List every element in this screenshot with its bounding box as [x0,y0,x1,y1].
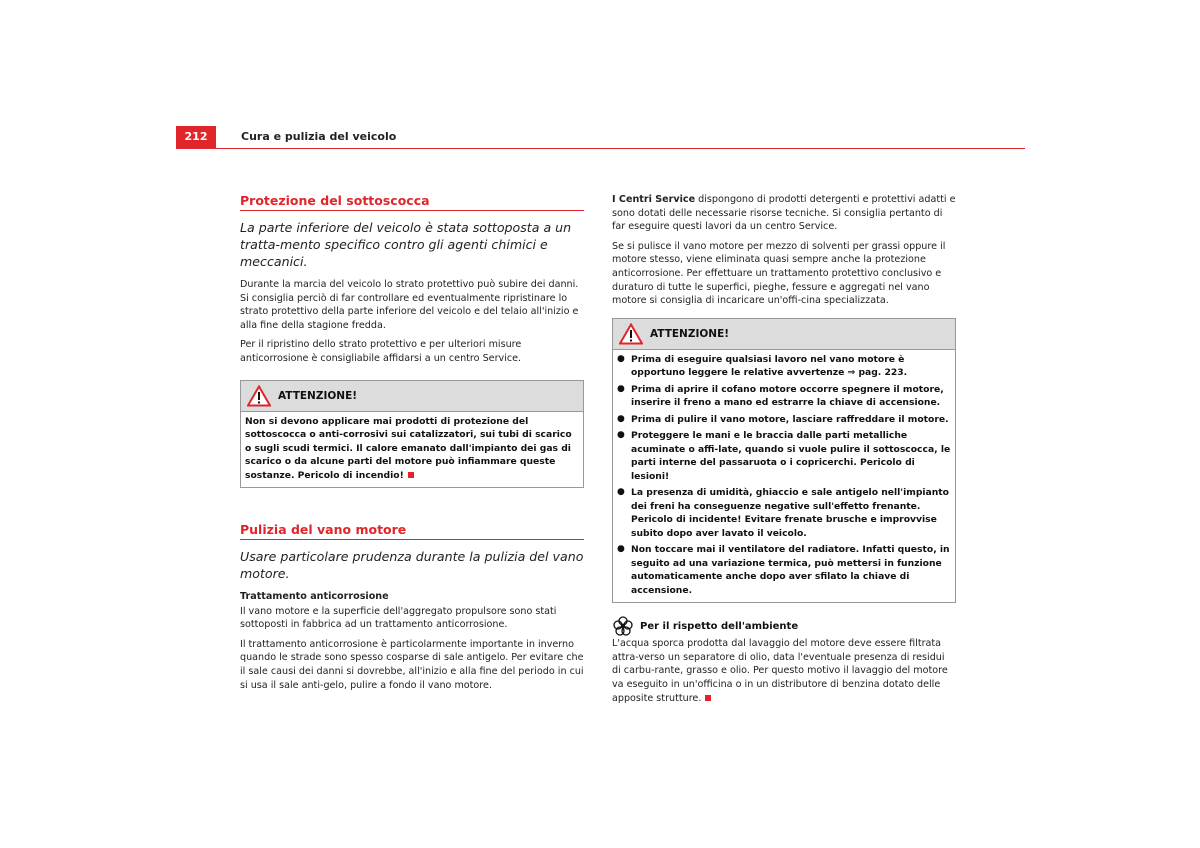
subheading-anticorrosion: Trattamento anticorrosione [240,591,389,603]
paragraph: Per il ripristino dello strato protettivo e per ulteriori misure anticorrosione è consigliabile affidarsi a un centro Service. [240,339,522,364]
left-column [240,193,584,698]
warning-bullet: ● Prima di aprire il cofano motore occorre spegnere il motore, inserire il freno a mano ed estrarre la chiave di accensione. [617,383,944,409]
right-column [612,193,956,711]
paragraph: Il vano motore e la superficie dell'aggregato propulsore sono stati sottoposti in fabbrica ad un trattamento anticorrosione. [240,605,557,631]
page-header [176,126,1025,149]
warning-bullet: ● Prima di pulire il vano motore, lasciare raffreddare il motore. [617,413,949,425]
warning-box-underbody [240,380,584,489]
environment-title: Per il rispetto dell'ambiente [640,620,799,632]
paragraph-service-centers: I Centri Service dispongono di prodotti detergenti e protettivi adatti e sono dotati delle necessarie risorse tecniche. Si consiglia pertanto di far eseguire questi lavori da un centro Service. [612,194,956,233]
paragraph: Il trattamento anticorrosione è particolarmente importante in inverno quando le strade sono spesso cosparse di sale antigelo. Per evitare che il sale causi dei danni si dovrebbe, all'inizio e alla fine del periodo in cui si usa il sale anti-gelo, pulire a fondo il vano motore. [240,638,584,691]
warning-bullet: ● Non toccare mai il ventilatore del radiatore. Infatti questo, in seguito ad una variazione termica, può mettersi in funzione automaticamente anche dopo aver sfilato la chiave di accensione. [617,544,950,596]
section-title-underbody: Protezione del sottoscocca [240,193,584,211]
end-of-section-marker [408,472,414,478]
warning-body [241,412,583,488]
end-of-section-marker [705,695,711,701]
lead-text-underbody: La parte inferiore del veicolo è stata sottoposta a un tratta-mento specifico contro gli agenti chimici e meccanici. [240,220,572,269]
environment-header [612,615,956,637]
warning-bullet: ● Proteggere le mani e le braccia dalle parti metalliche acuminate o affi-late, quando si vuole pulire il sottoscocca, le parti interne del passaruota o i copricerchi. Pericolo di lesioni! [617,430,951,482]
paragraph: Se si pulisce il vano motore per mezzo di solventi per grassi oppure il motore stesso, viene eliminata quasi sempre anche la protezione anticorrosione. Per effettuare un trattamento protettivo conclusivo e duraturo di tutte le superfici, pieghe, fessure e aggregati nel vano motore si consiglia di incaricare un'offi-cina specializzata. [612,240,946,307]
flower-icon [612,615,634,637]
section-title-engine-bay: Pulizia del vano motore [240,522,584,540]
warning-bullet: ● Prima di eseguire qualsiasi lavoro nel vano motore è opportuno leggere le relative avvertenze ⇒ pag. 223. [617,353,908,379]
warning-triangle-icon [619,323,643,345]
warning-title: ATTENZIONE! [650,327,730,340]
warning-text: Non si devono applicare mai prodotti di protezione del sottoscocca o anti-corrosivi sui catalizzatori, sui tubi di scarico o sugli scudi termici. Il calore emanato dall'impianto dei gas di scarico o da alcune parti del motore può infiammare queste sostanze. Pericolo di incendio! [245,415,572,481]
warning-bullet: ● La presenza di umidità, ghiaccio e sale antigelo nell'impianto dei freni ha conseguenze negative sull'effetto frenante. Pericolo di incidente! Evitare frenate brusche e improvvise subito dopo aver lavato il veicolo. [617,487,949,539]
warning-box-engine-bay [612,318,956,604]
page-number: 212 [176,126,216,148]
warning-header [613,319,955,350]
warning-title: ATTENZIONE! [278,389,358,402]
warning-header [241,381,583,412]
chapter-title: Cura e pulizia del veicolo [241,130,397,143]
environment-text: L'acqua sporca prodotta dal lavaggio del motore deve essere filtrata attra-verso un separatore di olio, data l'eventuale presenza di residui di carbu-rante, grasso e olio. Per questo motivo il lavaggio del motore va eseguito in un'officina o in un distributore di benzina dotato delle apposite strutture. [612,638,948,704]
lead-text-engine-bay: Usare particolare prudenza durante la pulizia del vano motore. [240,549,584,582]
warning-triangle-icon [247,385,271,407]
warning-body [613,350,955,603]
paragraph: Durante la marcia del veicolo lo strato protettivo può subire dei danni. Si consiglia perciò di far controllare ed eventualmente ripristinare lo strato protettivo della parte inferiore del veicolo e del telaio all'inizio e alla fine della stagione fredda. [240,279,579,331]
